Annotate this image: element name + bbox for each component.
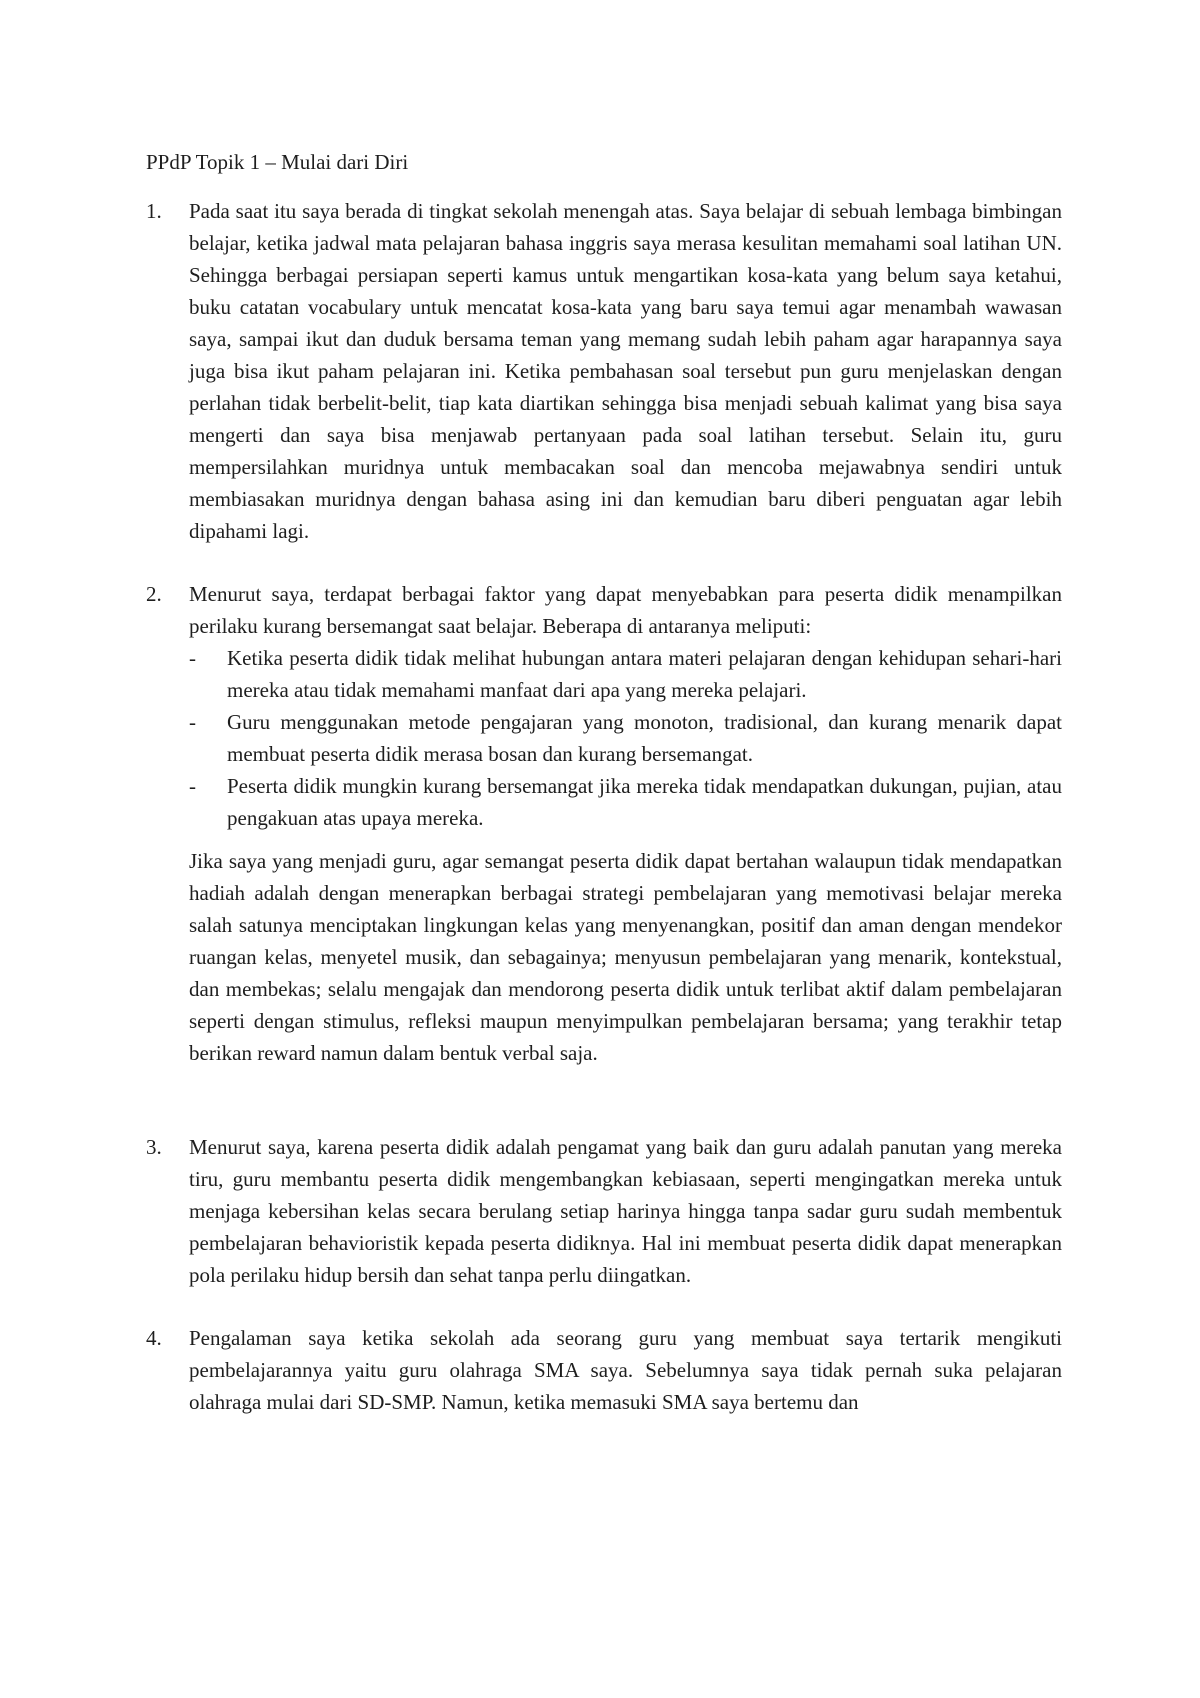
item-number: 1.: [146, 199, 162, 223]
item-number: 3.: [146, 1135, 162, 1159]
bullet-item: [189, 642, 1062, 706]
bullet-dash: -: [189, 710, 196, 734]
item-paragraph: Pada saat itu saya berada di tingkat sekolah menengah atas. Saya belajar di sebuah lembaga bimbingan belajar, ketika jadwal mata pelajaran bahasa inggris saya merasa kesulitan memahami soal latihan UN. Sehingga berbagai persiapan seperti kamus untuk mengartikan kosa-kata yang belum saya ketahui, buku catatan vocabulary untuk mencatat kosa-kata yang baru saya temui agar menambah wawasan saya, sampai ikut dan duduk bersama teman yang memang sudah lebih paham agar harapannya saya juga bisa ikut paham pelajaran ini. Ketika pembahasan soal tersebut pun guru menjelaskan dengan perlahan tidak berbelit-belit, tiap kata diartikan sehingga bisa menjadi sebuah kalimat yang bisa saya mengerti dan saya bisa menjawab pertanyaan pada soal latihan tersebut. Selain itu, guru mempersilahkan muridnya untuk membacakan soal dan mencoba mejawabnya sendiri untuk membiasakan muridnya dengan bahasa asing ini dan kemudian baru diberi penguatan agar lebih dipahami lagi.: [189, 199, 1062, 543]
bullet-item: [189, 770, 1062, 834]
bullet-list: [189, 642, 1062, 834]
list-item-4: [146, 1322, 1062, 1418]
item-paragraph: Menurut saya, karena peserta didik adalah pengamat yang baik dan guru adalah panutan yang mereka tiru, guru membantu peserta didik mengembangkan kebiasaan, seperti mengingatkan mereka untuk menjaga kebersihan kelas secara berulang setiap harinya hingga tanpa sadar guru sudah membentuk pembelajaran behavioristik kepada peserta didiknya. Hal ini membuat peserta didik dapat menerapkan pola perilaku hidup bersih dan sehat tanpa perlu diingatkan.: [189, 1135, 1062, 1287]
bullet-dash: -: [189, 774, 196, 798]
bullet-text: Guru menggunakan metode pengajaran yang monoton, tradisional, dan kurang menarik dapat membuat peserta didik merasa bosan dan kurang bersemangat.: [227, 710, 1062, 766]
item-closing-paragraph: Jika saya yang menjadi guru, agar semangat peserta didik dapat bertahan walaupun tidak mendapatkan hadiah adalah dengan menerapkan berbagai strategi pembelajaran yang memotivasi belajar mereka salah satunya menciptakan lingkungan kelas yang menyenangkan, positif dan aman dengan mendekor ruangan kelas, menyetel musik, dan sebagainya; menyusun pembelajaran yang menarik, kontekstual, dan membekas; selalu mengajak dan mendorong peserta didik untuk terlibat aktif dalam pembelajaran seperti dengan stimulus, refleksi maupun menyimpulkan pembelajaran bersama; yang terakhir tetap berikan reward namun dalam bentuk verbal saja.: [189, 849, 1062, 1065]
bullet-text: Peserta didik mungkin kurang bersemangat jika mereka tidak mendapatkan dukungan, pujian, atau pengakuan atas upaya mereka.: [227, 774, 1062, 830]
item-number: 2.: [146, 582, 162, 606]
bullet-dash: -: [189, 646, 196, 670]
item-intro-paragraph: Menurut saya, terdapat berbagai faktor yang dapat menyebabkan para peserta didik menampilkan perilaku kurang bersemangat saat belajar. Beberapa di antaranya meliputi:: [189, 582, 1062, 638]
bullet-item: [189, 706, 1062, 770]
list-item-1: [146, 195, 1062, 547]
item-paragraph: Pengalaman saya ketika sekolah ada seorang guru yang membuat saya tertarik mengikuti pembelajarannya yaitu guru olahraga SMA saya. Sebelumnya saya tidak pernah suka pelajaran olahraga mulai dari SD-SMP. Namun, ketika memasuki SMA saya bertemu dan: [189, 1326, 1062, 1414]
bullet-text: Ketika peserta didik tidak melihat hubungan antara materi pelajaran dengan kehidupan sehari-hari mereka atau tidak memahami manfaat dari apa yang mereka pelajari.: [227, 646, 1062, 702]
list-item-3: [146, 1131, 1062, 1291]
item-number: 4.: [146, 1326, 162, 1350]
document-title: PPdP Topik 1 – Mulai dari Diri: [146, 150, 409, 174]
list-item-2: [146, 578, 1062, 1069]
